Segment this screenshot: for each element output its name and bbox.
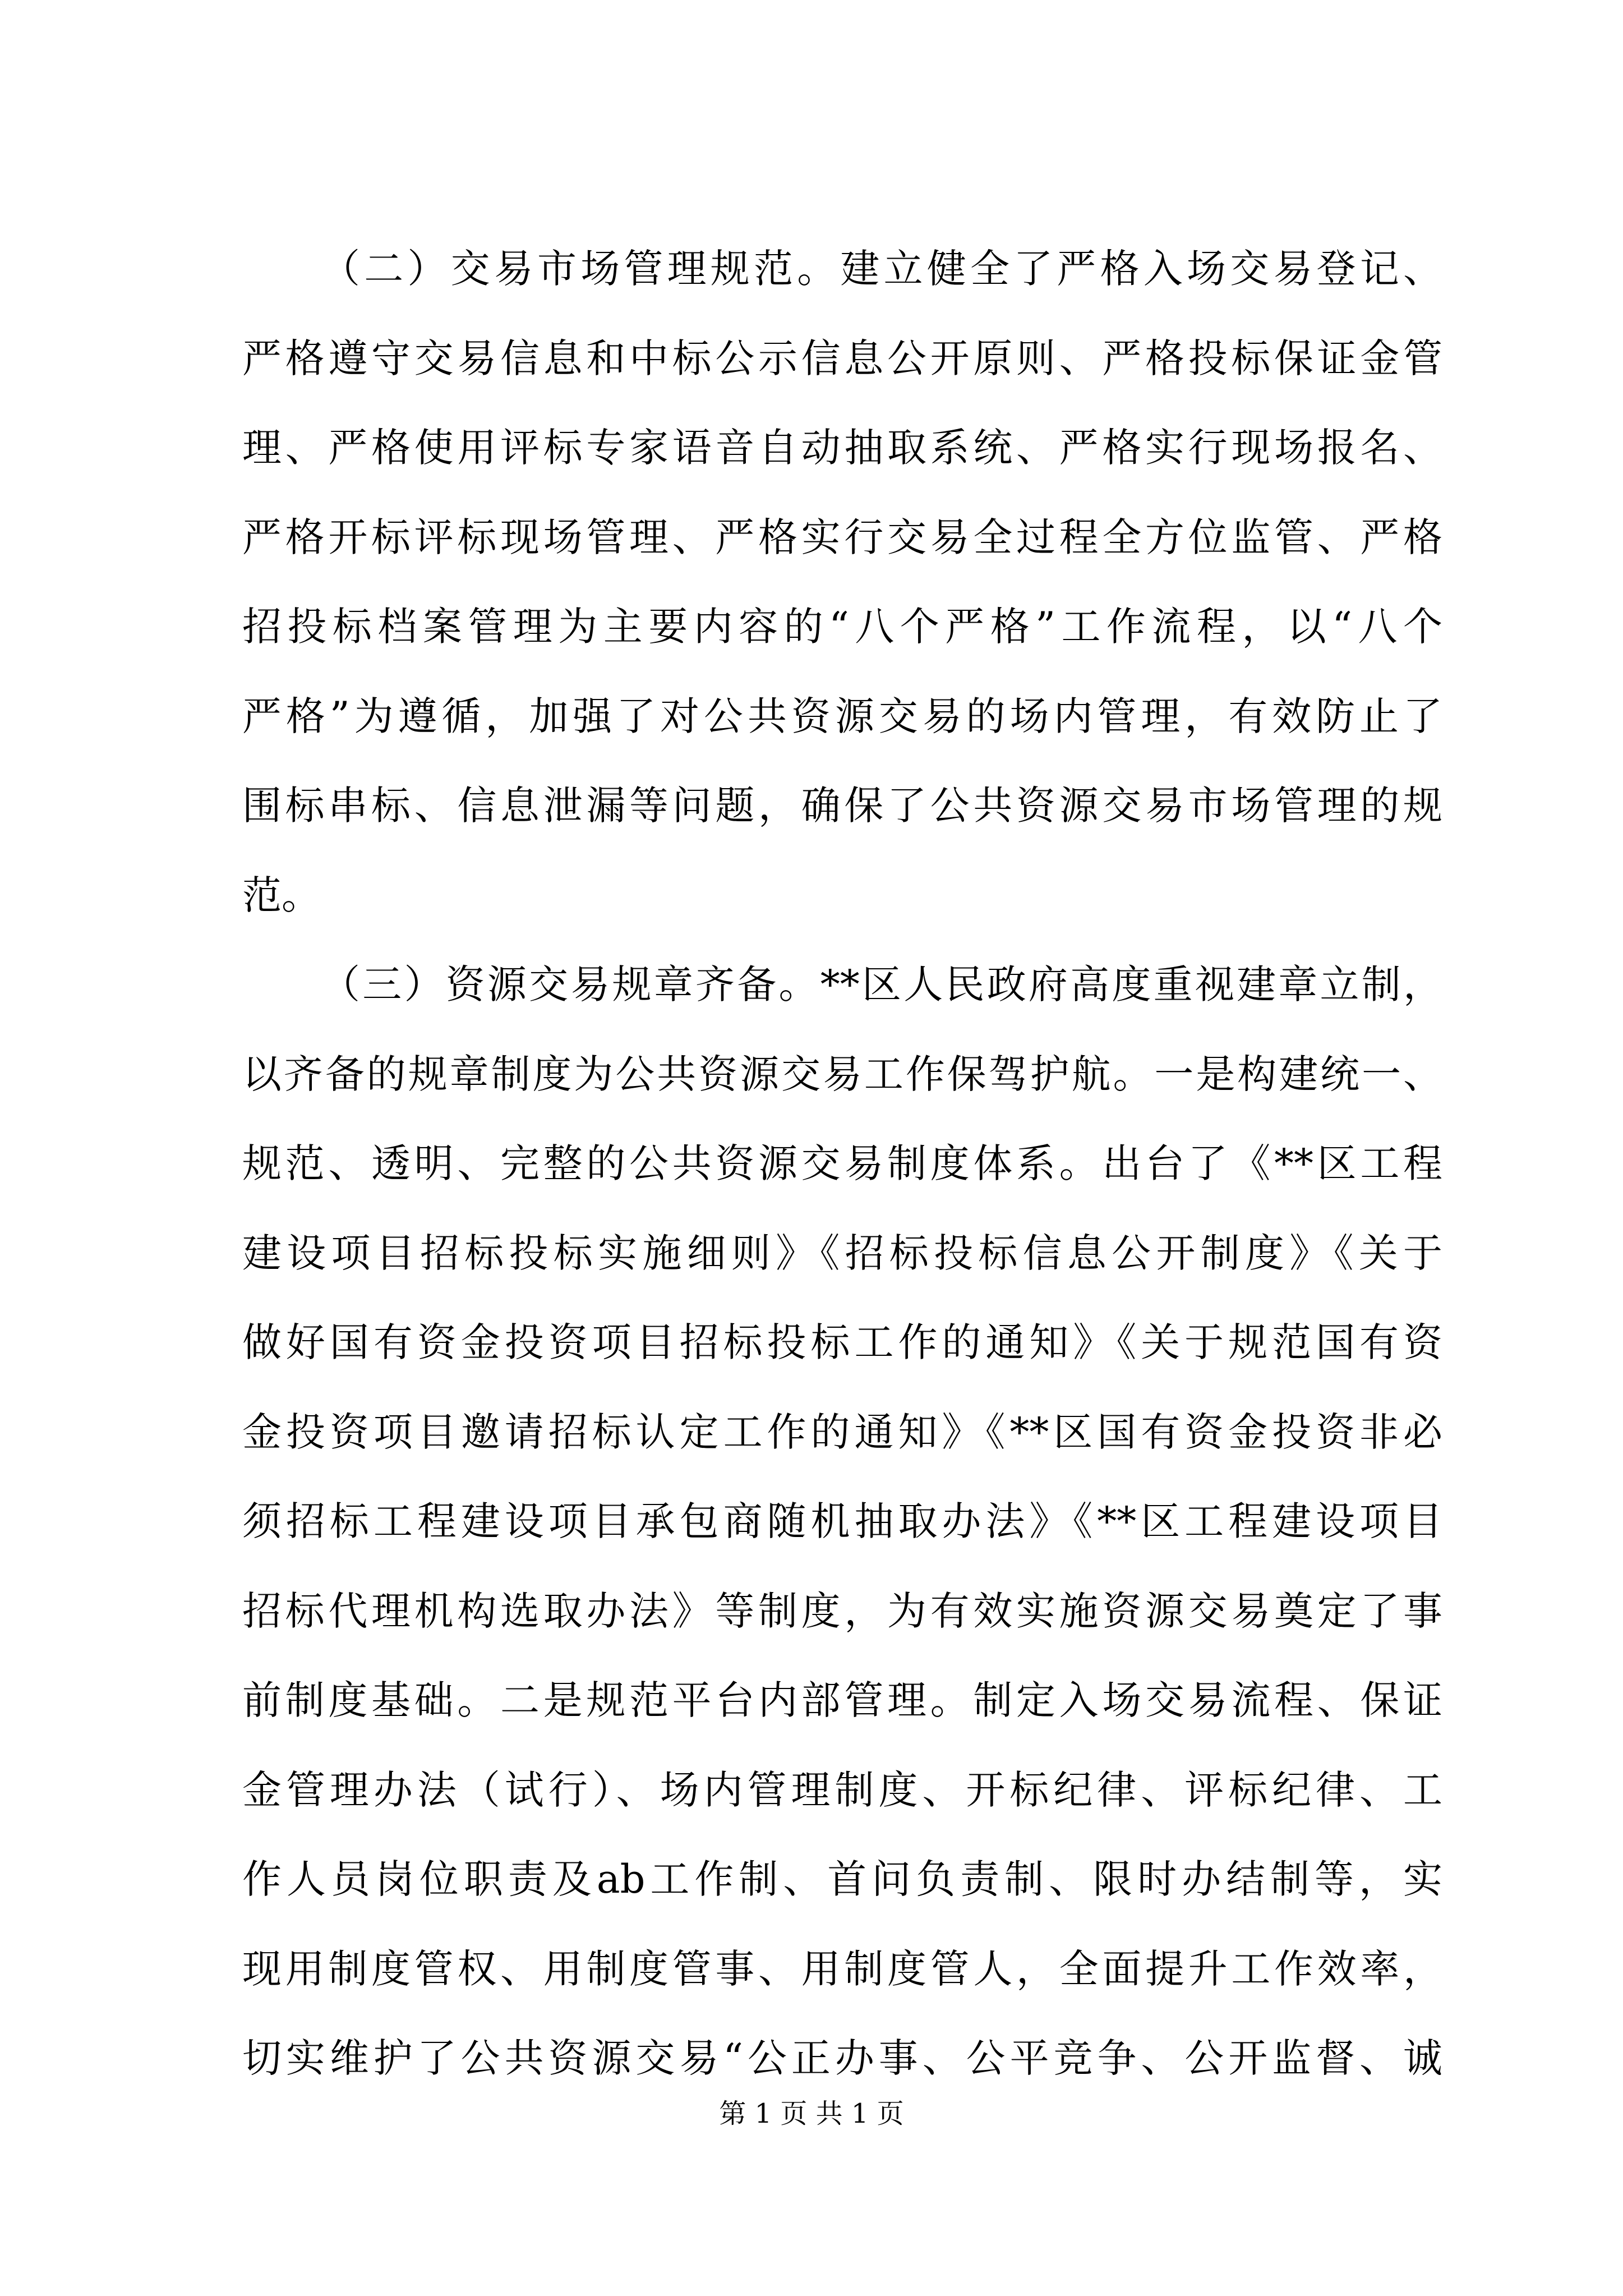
text-line: 范。	[242, 872, 321, 918]
text-line: 以齐备的规章制度为公共资源交易工作保驾护航。一是构建统一、	[242, 1051, 1442, 1097]
text-line: 须招标工程建设项目承包商随机抽取办法》《**区工程建设项目	[242, 1498, 1442, 1544]
text-line: 招标代理机构选取办法》等制度，为有效实施资源交易奠定了事	[242, 1588, 1442, 1634]
text-line: （二）交易市场管理规范。建立健全了严格入场交易登记、	[321, 246, 1442, 292]
text-line: 金投资项目邀请招标认定工作的通知》《**区国有资金投资非必	[242, 1409, 1442, 1455]
text-line: 切实维护了公共资源交易“公正办事、公平竞争、公开监督、诚	[242, 2035, 1442, 2081]
text-line: 金管理办法（试行）、场内管理制度、开标纪律、评标纪律、工	[242, 1766, 1442, 1813]
text-line: 规范、透明、完整的公共资源交易制度体系。出台了《**区工程	[242, 1140, 1442, 1186]
text-line: 严格开标评标现场管理、严格实行交易全过程全方位监管、严格	[242, 514, 1442, 560]
text-line: 理、严格使用评标专家语音自动抽取系统、严格实行现场报名、	[242, 425, 1442, 471]
text-line: 招投标档案管理为主要内容的“八个严格”工作流程，以“八个	[242, 604, 1442, 650]
text-line: 做好国有资金投资项目招标投标工作的通知》《关于规范国有资	[242, 1319, 1442, 1365]
text-line: 建设项目招标投标实施细则》《招标投标信息公开制度》《关于	[242, 1230, 1442, 1276]
text-line: 作人员岗位职责及ab工作制、首问负责制、限时办结制等，实	[242, 1856, 1442, 1902]
text-line: （三）资源交易规章齐备。**区人民政府高度重视建章立制，	[321, 961, 1442, 1007]
body-text	[242, 224, 1442, 2104]
text-line: 现用制度管权、用制度管事、用制度管人，全面提升工作效率，	[242, 1945, 1442, 1992]
text-line: 前制度基础。二是规范平台内部管理。制定入场交易流程、保证	[242, 1677, 1442, 1723]
text-line: 围标串标、信息泄漏等问题，确保了公共资源交易市场管理的规	[242, 783, 1442, 829]
page-footer: 第 1 页 共 1 页	[719, 2098, 904, 2129]
text-line: 严格遵守交易信息和中标公示信息公开原则、严格投标保证金管	[242, 335, 1442, 381]
text-line: 严格”为遵循，加强了对公共资源交易的场内管理，有效防止了	[242, 693, 1442, 739]
